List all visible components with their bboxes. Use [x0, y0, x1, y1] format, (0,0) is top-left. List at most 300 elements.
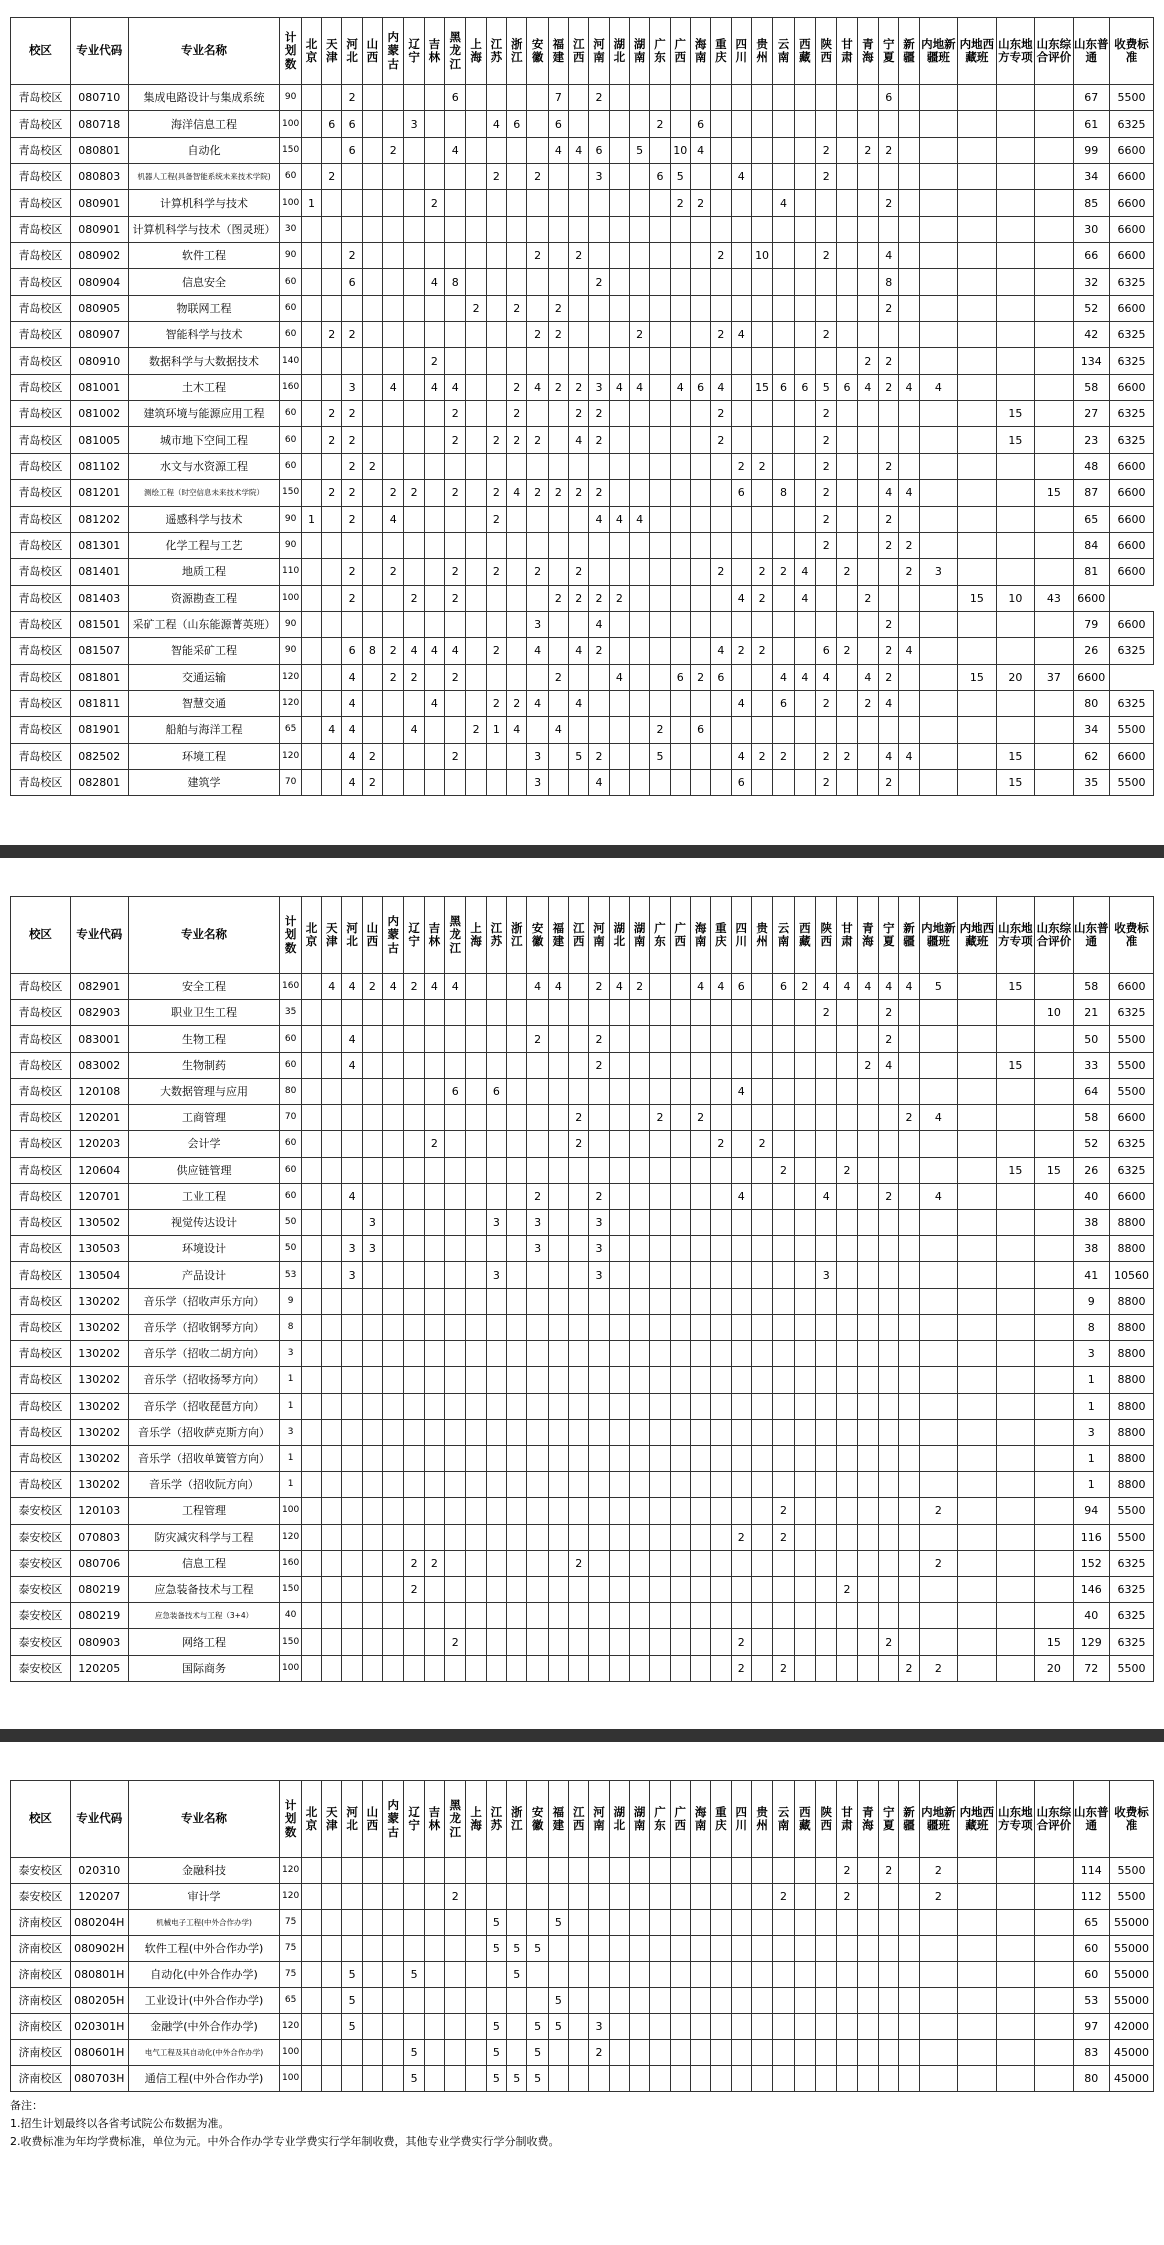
column-header: 内地新疆班 [919, 18, 957, 85]
table-cell [342, 1603, 362, 1629]
table-cell [548, 1603, 568, 1629]
table-cell [383, 1936, 404, 1962]
table-cell [630, 190, 650, 216]
table-cell [958, 1131, 996, 1157]
table-cell [650, 1603, 670, 1629]
table-cell: 2 [486, 690, 506, 716]
table-cell [362, 164, 382, 190]
table-cell: 6 [690, 111, 710, 137]
column-header: 广西 [670, 897, 690, 974]
table-cell: 8 [362, 638, 382, 664]
table-cell [466, 1157, 486, 1183]
table-cell [996, 1884, 1034, 1910]
table-cell [322, 348, 342, 374]
table-cell [919, 1157, 957, 1183]
table-cell [1035, 1393, 1073, 1419]
table-cell [404, 295, 424, 321]
table-cell [589, 1550, 609, 1576]
table-cell [383, 1419, 404, 1445]
table-cell: 青岛校区 [11, 1078, 71, 1104]
table-cell [404, 1936, 424, 1962]
column-header: 北京 [301, 897, 321, 974]
table-cell [466, 1131, 486, 1157]
table-row [11, 1131, 1154, 1157]
column-header: 宁夏 [879, 897, 899, 974]
table-row [11, 1884, 1154, 1910]
table-cell [899, 427, 919, 453]
table-cell [548, 559, 568, 585]
table-cell [630, 638, 650, 664]
table-cell [630, 2014, 650, 2040]
table-cell: 97 [1073, 2014, 1109, 2040]
table-cell [486, 322, 506, 348]
table-cell [548, 1105, 568, 1131]
table-cell [816, 1524, 837, 1550]
table-cell: 2 [773, 1157, 794, 1183]
table-cell: 金融科技 [128, 1858, 280, 1884]
table-cell: 15 [958, 585, 996, 611]
table-cell [609, 690, 629, 716]
table-cell: 5500 [1109, 1524, 1153, 1550]
table-cell [919, 348, 957, 374]
table-cell: 泰安校区 [11, 1629, 71, 1655]
table-cell: 2 [837, 559, 857, 585]
table-cell: 6325 [1109, 1603, 1153, 1629]
table-cell [996, 559, 1034, 585]
table-cell [527, 1858, 548, 1884]
table-cell [322, 1962, 342, 1988]
table-cell [670, 1262, 690, 1288]
table-cell: 4 [342, 1183, 362, 1209]
table-cell [445, 190, 466, 216]
table-cell [958, 374, 996, 400]
table-cell [958, 295, 996, 321]
table-cell [899, 1498, 919, 1524]
table-cell: 青岛校区 [11, 1393, 71, 1419]
table-cell [773, 1577, 794, 1603]
table-cell [816, 1393, 837, 1419]
table-cell [773, 1262, 794, 1288]
table-cell [650, 1052, 670, 1078]
table-cell [404, 1052, 424, 1078]
table-cell [486, 1419, 506, 1445]
table-cell [445, 1026, 466, 1052]
table-cell: 60 [280, 295, 301, 321]
table-cell [301, 111, 321, 137]
table-cell [404, 1183, 424, 1209]
table-cell [466, 1550, 486, 1576]
column-header: 内蒙古 [383, 18, 404, 85]
table-cell [362, 532, 382, 558]
table-cell [711, 269, 731, 295]
table-cell [837, 1655, 857, 1681]
table-cell [569, 1603, 589, 1629]
table-cell [794, 243, 815, 269]
table-cell [630, 401, 650, 427]
table-cell [548, 1498, 568, 1524]
table-cell [958, 401, 996, 427]
table-cell [507, 269, 527, 295]
table-cell [424, 322, 444, 348]
table-cell [690, 269, 710, 295]
table-cell [569, 348, 589, 374]
table-cell [837, 164, 857, 190]
table-cell: 2 [919, 1884, 957, 1910]
table-cell: 6 [837, 374, 857, 400]
table-cell: 15 [996, 1052, 1034, 1078]
table-cell: 职业卫生工程 [128, 1000, 280, 1026]
table-cell [342, 190, 362, 216]
table-cell [322, 1026, 342, 1052]
table-cell [342, 1550, 362, 1576]
table-cell: 2 [527, 322, 548, 348]
table-cell [424, 1236, 444, 1262]
table-cell: 2 [362, 453, 382, 479]
table-cell [650, 1262, 670, 1288]
table-cell: 083002 [70, 1052, 128, 1078]
table-cell [919, 1936, 957, 1962]
table-cell [751, 611, 772, 637]
table-cell: 4 [569, 137, 589, 163]
table-cell [751, 1262, 772, 1288]
table-cell [711, 1157, 731, 1183]
table-row [11, 2040, 1154, 2066]
column-header: 山东普通 [1073, 18, 1109, 85]
table-cell [996, 532, 1034, 558]
table-cell: 生物制药 [128, 1052, 280, 1078]
table-cell [404, 1314, 424, 1340]
table-cell [794, 2066, 815, 2092]
table-cell: 6600 [1109, 611, 1153, 637]
table-cell [404, 506, 424, 532]
table-cell [548, 1341, 568, 1367]
table-cell [362, 611, 382, 637]
table-cell [486, 1988, 506, 2014]
table-cell [362, 2014, 382, 2040]
table-cell: 2 [424, 190, 444, 216]
column-header: 贵州 [751, 1781, 772, 1858]
table-cell: 4 [899, 743, 919, 769]
table-cell: 4 [899, 374, 919, 400]
table-row [11, 506, 1154, 532]
table-cell [609, 1236, 629, 1262]
table-cell [919, 1577, 957, 1603]
table-cell [445, 1000, 466, 1026]
table-cell [816, 1629, 837, 1655]
table-cell: 2 [751, 743, 772, 769]
table-cell: 1 [1073, 1472, 1109, 1498]
table-cell [630, 717, 650, 743]
column-header: 吉林 [424, 897, 444, 974]
table-cell: 3 [589, 1209, 609, 1235]
table-cell: 2 [773, 559, 794, 585]
table-cell [362, 1629, 382, 1655]
table-cell [711, 506, 731, 532]
table-cell [919, 85, 957, 111]
table-cell [507, 164, 527, 190]
table-cell: 防灾减灾科学与工程 [128, 1524, 280, 1550]
table-cell [879, 1078, 899, 1104]
table-cell [958, 1314, 996, 1340]
table-cell [958, 743, 996, 769]
table-cell: 青岛校区 [11, 559, 71, 585]
table-cell: 2 [362, 743, 382, 769]
table-cell [751, 1910, 772, 1936]
table-cell [589, 322, 609, 348]
table-cell [383, 1988, 404, 2014]
table-cell [507, 1629, 527, 1655]
table-cell [548, 1655, 568, 1681]
table-cell [383, 1236, 404, 1262]
table-cell [899, 769, 919, 795]
table-cell: 泰安校区 [11, 1655, 71, 1681]
table-cell: 2 [589, 85, 609, 111]
table-cell [404, 1498, 424, 1524]
table-cell: 2 [527, 559, 548, 585]
table-cell [486, 1183, 506, 1209]
table-cell [548, 190, 568, 216]
table-cell [342, 1884, 362, 1910]
table-cell [548, 1472, 568, 1498]
table-cell [445, 1209, 466, 1235]
table-cell [569, 1157, 589, 1183]
table-cell: 数据科学与大数据技术 [128, 348, 280, 374]
table-cell [919, 664, 957, 690]
table-cell: 4 [342, 1026, 362, 1052]
table-cell [899, 164, 919, 190]
table-cell [486, 1524, 506, 1550]
table-cell [383, 1472, 404, 1498]
table-cell: 080205H [70, 1988, 128, 2014]
column-header: 安徽 [527, 1781, 548, 1858]
table-cell [899, 1000, 919, 1026]
table-cell [404, 401, 424, 427]
table-cell [630, 1603, 650, 1629]
table-cell [548, 1524, 568, 1550]
table-cell [322, 1367, 342, 1393]
table-cell: 2 [731, 1655, 751, 1681]
table-cell [816, 1314, 837, 1340]
table-cell [711, 111, 731, 137]
table-row [11, 1988, 1154, 2014]
table-cell [857, 1000, 878, 1026]
table-cell [711, 1858, 731, 1884]
table-cell [731, 1105, 751, 1131]
table-cell [301, 269, 321, 295]
table-cell [527, 111, 548, 137]
table-cell [711, 1419, 731, 1445]
table-cell [466, 690, 486, 716]
table-cell [630, 1367, 650, 1393]
table-row [11, 348, 1154, 374]
table-cell [751, 664, 772, 690]
table-cell [486, 1105, 506, 1131]
table-cell [404, 1026, 424, 1052]
column-header: 江西 [569, 1781, 589, 1858]
table-cell [919, 1341, 957, 1367]
table-cell [690, 1445, 710, 1471]
table-cell: 160 [280, 374, 301, 400]
table-cell: 4 [690, 137, 710, 163]
table-cell: 4 [816, 974, 837, 1000]
table-cell: 青岛校区 [11, 374, 71, 400]
table-cell [609, 1962, 629, 1988]
table-row [11, 1026, 1154, 1052]
table-cell [837, 243, 857, 269]
table-cell [816, 1209, 837, 1235]
column-header: 内地新疆班 [919, 897, 957, 974]
table-cell [751, 1105, 772, 1131]
table-cell: 4 [899, 480, 919, 506]
table-cell [589, 532, 609, 558]
table-cell [507, 559, 527, 585]
table-cell: 青岛校区 [11, 480, 71, 506]
table-cell [996, 611, 1034, 637]
table-cell: 5 [548, 1988, 568, 2014]
table-cell [383, 453, 404, 479]
table-cell [857, 1105, 878, 1131]
table-cell: 青岛校区 [11, 1131, 71, 1157]
table-cell: 99 [1073, 137, 1109, 163]
table-cell [731, 1988, 751, 2014]
table-cell: 交通运输 [128, 664, 280, 690]
table-cell: 4 [857, 374, 878, 400]
table-cell [690, 1577, 710, 1603]
table-cell [857, 295, 878, 321]
table-cell [486, 1157, 506, 1183]
table-cell [751, 1026, 772, 1052]
table-cell [837, 1341, 857, 1367]
table-cell [857, 1472, 878, 1498]
table-cell: 5500 [1109, 1498, 1153, 1524]
table-cell [899, 664, 919, 690]
table-cell [794, 164, 815, 190]
table-cell [996, 1393, 1034, 1419]
table-cell [1035, 1962, 1073, 1988]
table-cell [466, 1603, 486, 1629]
table-cell [816, 1962, 837, 1988]
table-cell: 2 [404, 585, 424, 611]
table-cell [711, 769, 731, 795]
table-cell [1035, 769, 1073, 795]
table-cell [424, 1445, 444, 1471]
table-cell [466, 322, 486, 348]
table-cell: 4 [919, 374, 957, 400]
table-cell [609, 1288, 629, 1314]
table-cell [794, 269, 815, 295]
table-cell [958, 1884, 996, 1910]
table-cell [690, 585, 710, 611]
table-cell [383, 1105, 404, 1131]
table-cell: 音乐学（招收琵琶方向） [128, 1393, 280, 1419]
table-cell [879, 559, 899, 585]
table-cell: 2 [816, 769, 837, 795]
table-cell [322, 1262, 342, 1288]
table-cell [609, 1884, 629, 1910]
table-cell: 6600 [1109, 743, 1153, 769]
table-cell [569, 190, 589, 216]
table-cell [919, 427, 957, 453]
table-cell [879, 1236, 899, 1262]
table-cell [527, 1367, 548, 1393]
table-cell: 2 [589, 1052, 609, 1078]
table-cell [958, 1655, 996, 1681]
table-cell [711, 2014, 731, 2040]
table-cell [609, 216, 629, 242]
table-cell [301, 717, 321, 743]
table-cell: 5 [527, 1936, 548, 1962]
table-cell [899, 1131, 919, 1157]
table-cell [424, 559, 444, 585]
table-cell [879, 164, 899, 190]
table-cell [569, 1884, 589, 1910]
table-cell: 120201 [70, 1105, 128, 1131]
table-row [11, 1936, 1154, 1962]
column-header: 福建 [548, 18, 568, 85]
table-cell [362, 1052, 382, 1078]
table-cell [486, 401, 506, 427]
table-cell [731, 85, 751, 111]
table-cell [548, 638, 568, 664]
table-cell [1035, 1314, 1073, 1340]
table-cell [569, 295, 589, 321]
table-cell [507, 1367, 527, 1393]
table-cell [424, 1288, 444, 1314]
table-cell [690, 1629, 710, 1655]
table-cell [670, 690, 690, 716]
table-cell [507, 1988, 527, 2014]
table-cell: 2 [383, 638, 404, 664]
table-cell [609, 532, 629, 558]
table-cell [404, 216, 424, 242]
column-header: 浙江 [507, 18, 527, 85]
table-cell [630, 1577, 650, 1603]
table-cell [445, 2040, 466, 2066]
table-cell [383, 1157, 404, 1183]
table-cell [751, 532, 772, 558]
table-cell: 2 [589, 638, 609, 664]
table-cell [404, 243, 424, 269]
table-cell [773, 453, 794, 479]
table-cell [445, 1052, 466, 1078]
table-cell: 青岛校区 [11, 1000, 71, 1026]
table-cell [445, 532, 466, 558]
table-cell [773, 164, 794, 190]
table-cell: 青岛校区 [11, 1262, 71, 1288]
table-cell [569, 1472, 589, 1498]
table-cell [362, 85, 382, 111]
table-cell: 4 [879, 243, 899, 269]
plan-table [10, 896, 1154, 1682]
table-cell: 10 [1035, 1000, 1073, 1026]
table-cell: 8 [879, 269, 899, 295]
table-cell: 081102 [70, 453, 128, 479]
table-cell [794, 1910, 815, 1936]
table-cell [589, 1341, 609, 1367]
table-cell: 53 [280, 1262, 301, 1288]
table-cell: 112 [1073, 1884, 1109, 1910]
table-cell [690, 1393, 710, 1419]
table-cell [424, 611, 444, 637]
table-cell: 3 [589, 164, 609, 190]
table-cell [731, 1603, 751, 1629]
table-cell: 130202 [70, 1288, 128, 1314]
table-cell: 3 [486, 1262, 506, 1288]
table-cell [816, 1157, 837, 1183]
table-cell [670, 322, 690, 348]
table-row [11, 1472, 1154, 1498]
table-cell: 37 [1035, 664, 1073, 690]
